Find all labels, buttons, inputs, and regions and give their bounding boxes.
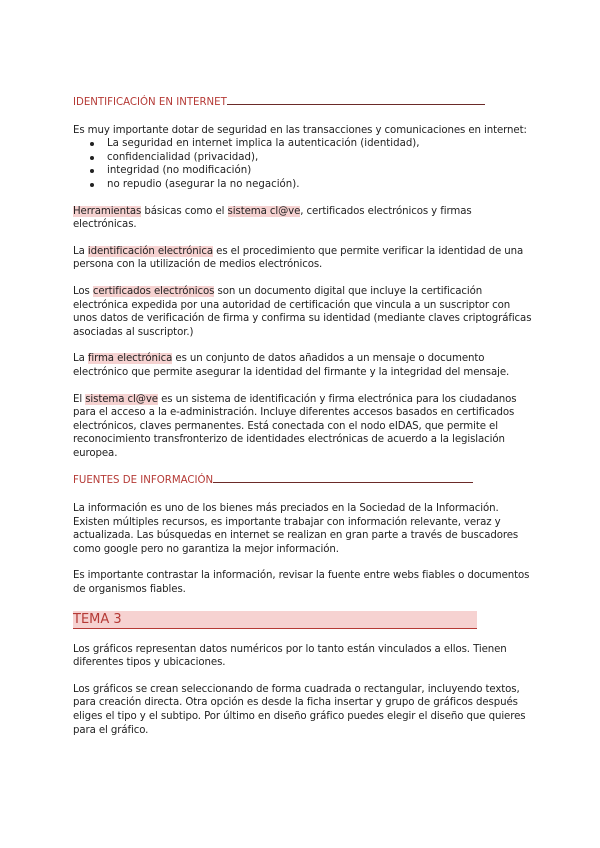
fuentes-paragraph-2: Es importante contrastar la información, revisar la fuente entre webs fiables o documentos de organismos fiables. [73, 570, 530, 596]
text-run: es un conjunto de datos añadidos a un mensaje o documento electrónico que permite asegurar la identidad del firmante y la integridad del mensaje. [73, 353, 510, 378]
fuentes-paragraph-1: La información es uno de los bienes más preciados en la Sociedad de la Información. Existen múltiples recursos, es importante trabajar con información relevante, veraz y actualizada. Las búsquedas en internet se realizan en gran parte a través de buscadores como google pero no garantiza la mejor información. [73, 503, 519, 555]
list-item: confidencialidad (privacidad), [107, 151, 533, 165]
text-run: La [73, 245, 88, 257]
identificacion-paragraph [73, 245, 533, 272]
list-item: integridad (no modificación) [107, 164, 533, 178]
text-run: , certificados electrónicos y firmas electrónicas. [73, 205, 472, 231]
highlight-term: firma electrónica [87, 353, 173, 365]
heading-rule [213, 473, 473, 483]
heading-highlight-band [73, 611, 477, 628]
herramientas-paragraph [73, 205, 533, 232]
text-run: El [73, 393, 86, 405]
intro-paragraph: Es muy importante dotar de seguridad en las transacciones y comunicaciones en internet: [73, 124, 527, 136]
text-run: Los [73, 285, 93, 297]
section-heading-identificacion [73, 95, 533, 110]
text-run: es el procedimiento que permite verificar la identidad de una persona con la utilización de medios electrónicos. [73, 245, 524, 271]
heading-text: FUENTES DE INFORMACIÓN [73, 475, 214, 487]
firma-paragraph [73, 352, 533, 379]
text-run: básicas como el [141, 205, 228, 217]
heading-rule [227, 95, 485, 105]
section-heading-fuentes [73, 473, 533, 488]
section-heading-tema3 [73, 611, 477, 629]
text-run: son un documento digital que incluye la certificación electrónica expedida por una autoridad de certificación que vincula a un suscriptor con unos datos de verificación de firma y confirma su identidad (mediante claves criptográficas asociadas al suscriptor.) [73, 285, 532, 338]
highlight-term: identificación electrónica [87, 245, 214, 257]
highlight-term: Herramientas [73, 205, 142, 217]
text-run: es un sistema de identificación y firma electrónica para los ciudadanos para el acceso a la e-administración. Incluye diferentes accesos basados en certificados electrónicos, claves permanentes. Está conectada con el nodo eIDAS, que permite el reconocimiento transfronterizo de identidades electrónicas de acuerdo a la legislación europea. [73, 393, 517, 459]
highlight-term: sistema cl@ve [227, 205, 301, 217]
tema3-paragraph-1: Los gráficos representan datos numéricos por lo tanto están vinculados a ellos. Tienen diferentes tipos y ubicaciones. [73, 643, 507, 669]
security-bullet-list [73, 137, 533, 191]
document-body [73, 95, 533, 737]
list-item: La seguridad en internet implica la autenticación (identidad), [107, 137, 533, 151]
highlight-term: certificados electrónicos [92, 285, 215, 297]
clave-paragraph [73, 393, 533, 461]
heading-text: IDENTIFICACIÓN EN INTERNET [73, 97, 227, 108]
highlight-term: sistema cl@ve [85, 393, 158, 405]
heading-text: TEMA 3 [73, 611, 122, 627]
list-item: no repudio (asegurar la no negación). [107, 178, 533, 192]
text-run: La [73, 353, 88, 365]
tema3-paragraph-2: Los gráficos se crean seleccionando de forma cuadrada o rectangular, incluyendo textos, para creación directa. Otra opción es desde la ficha insertar y grupo de gráficos después eliges el tipo y el subtipo. Por último en diseño gráfico puedes elegir el diseño que quieres para el gráfico. [73, 683, 526, 736]
certificados-paragraph [73, 285, 533, 339]
